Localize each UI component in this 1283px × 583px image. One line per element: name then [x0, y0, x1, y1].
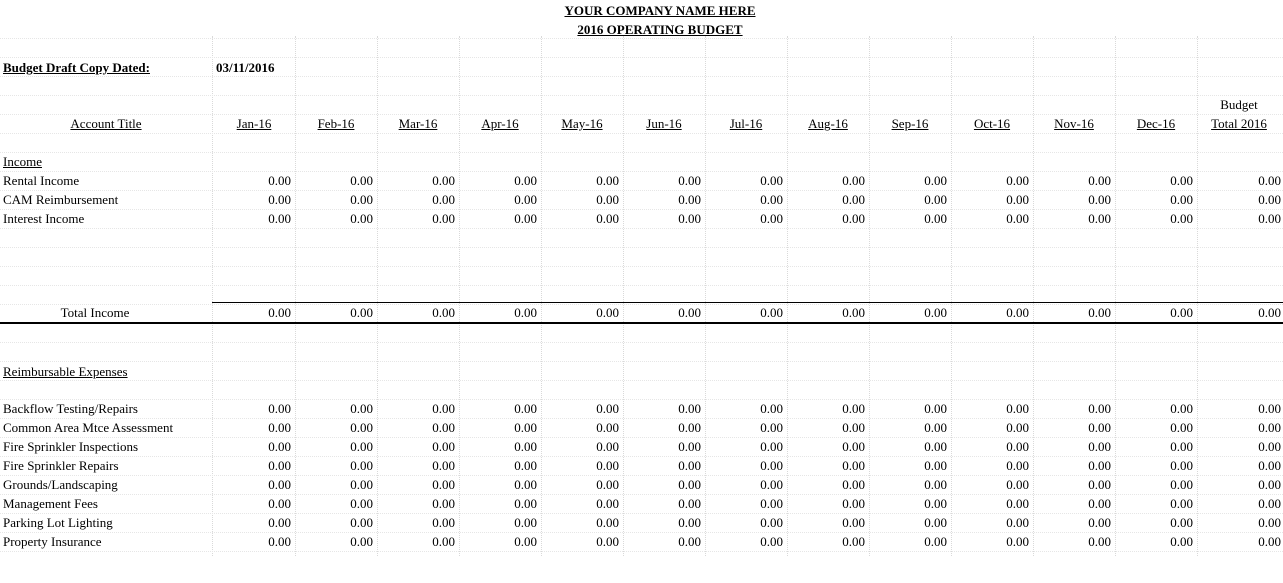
row-value: 0.00	[760, 458, 783, 473]
row-value: 0.00	[678, 305, 701, 320]
row-value: 0.00	[514, 534, 537, 549]
row-value: 0.00	[350, 401, 373, 416]
row-value: 0.00	[678, 439, 701, 454]
row-value: 0.00	[432, 534, 455, 549]
row-value: 0.00	[596, 439, 619, 454]
row-value: 0.00	[1088, 515, 1111, 530]
row-value: 0.00	[1088, 401, 1111, 416]
row-value: 0.00	[842, 192, 865, 207]
row-value: 0.00	[842, 534, 865, 549]
row-value: 0.00	[350, 192, 373, 207]
budget-total-header-line2: Total 2016	[1211, 116, 1267, 131]
row-label: Parking Lot Lighting	[3, 515, 113, 530]
total-income-bottom-rule	[0, 322, 1283, 324]
row-value: 0.00	[1088, 192, 1111, 207]
row-value: 0.00	[1006, 477, 1029, 492]
row-value: 0.00	[924, 439, 947, 454]
row-value: 0.00	[268, 439, 291, 454]
row-value: 0.00	[1088, 211, 1111, 226]
row-value: 0.00	[596, 420, 619, 435]
row-value: 0.00	[1088, 458, 1111, 473]
row-total: 0.00	[1258, 305, 1281, 320]
month-header: Jul-16	[729, 116, 763, 131]
row-total: 0.00	[1258, 401, 1281, 416]
row-value: 0.00	[350, 305, 373, 320]
row-value: 0.00	[760, 192, 783, 207]
row-value: 0.00	[842, 211, 865, 226]
budget-title: 2016 OPERATING BUDGET	[577, 22, 743, 37]
row-value: 0.00	[514, 477, 537, 492]
row-value: 0.00	[1088, 477, 1111, 492]
row-value: 0.00	[842, 420, 865, 435]
row-value: 0.00	[760, 439, 783, 454]
row-value: 0.00	[1088, 439, 1111, 454]
expenses-section-label: Reimbursable Expenses	[3, 364, 128, 379]
month-header: Feb-16	[317, 116, 355, 131]
row-value: 0.00	[432, 305, 455, 320]
row-total: 0.00	[1258, 439, 1281, 454]
row-value: 0.00	[842, 401, 865, 416]
month-header: Mar-16	[398, 116, 438, 131]
row-value: 0.00	[1006, 458, 1029, 473]
row-value: 0.00	[268, 401, 291, 416]
row-value: 0.00	[678, 192, 701, 207]
row-value: 0.00	[432, 173, 455, 188]
row-value: 0.00	[514, 192, 537, 207]
row-value: 0.00	[760, 305, 783, 320]
row-value: 0.00	[432, 515, 455, 530]
row-value: 0.00	[1006, 211, 1029, 226]
month-header: Sep-16	[891, 116, 929, 131]
company-title: YOUR COMPANY NAME HERE	[564, 3, 756, 18]
row-value: 0.00	[1170, 477, 1193, 492]
row-value: 0.00	[514, 420, 537, 435]
row-value: 0.00	[842, 515, 865, 530]
row-label: Grounds/Landscaping	[3, 477, 118, 492]
draft-label: Budget Draft Copy Dated:	[3, 60, 150, 75]
row-value: 0.00	[842, 173, 865, 188]
row-total: 0.00	[1258, 534, 1281, 549]
row-value: 0.00	[678, 515, 701, 530]
row-value: 0.00	[268, 477, 291, 492]
row-value: 0.00	[350, 515, 373, 530]
row-value: 0.00	[1170, 305, 1193, 320]
row-value: 0.00	[924, 192, 947, 207]
row-value: 0.00	[760, 211, 783, 226]
row-value: 0.00	[1170, 458, 1193, 473]
row-label: Property Insurance	[3, 534, 102, 549]
row-label: Interest Income	[3, 211, 85, 226]
row-value: 0.00	[514, 439, 537, 454]
row-value: 0.00	[350, 458, 373, 473]
month-header: May-16	[561, 116, 603, 131]
row-value: 0.00	[596, 211, 619, 226]
row-label: Fire Sprinkler Repairs	[3, 458, 119, 473]
row-value: 0.00	[924, 458, 947, 473]
row-value: 0.00	[596, 192, 619, 207]
row-label: Rental Income	[3, 173, 80, 188]
row-total: 0.00	[1258, 477, 1281, 492]
row-value: 0.00	[514, 515, 537, 530]
row-value: 0.00	[432, 439, 455, 454]
month-header: Oct-16	[973, 116, 1011, 131]
row-value: 0.00	[678, 420, 701, 435]
row-value: 0.00	[760, 173, 783, 188]
row-value: 0.00	[842, 458, 865, 473]
row-value: 0.00	[1006, 192, 1029, 207]
row-value: 0.00	[678, 534, 701, 549]
row-value: 0.00	[1170, 401, 1193, 416]
row-value: 0.00	[924, 515, 947, 530]
row-value: 0.00	[760, 477, 783, 492]
row-value: 0.00	[678, 401, 701, 416]
month-header: Dec-16	[1136, 116, 1176, 131]
row-value: 0.00	[596, 173, 619, 188]
row-total: 0.00	[1258, 458, 1281, 473]
row-value: 0.00	[514, 305, 537, 320]
row-value: 0.00	[514, 173, 537, 188]
row-value: 0.00	[268, 515, 291, 530]
row-value: 0.00	[432, 420, 455, 435]
row-value: 0.00	[514, 458, 537, 473]
row-value: 0.00	[760, 534, 783, 549]
month-header: Nov-16	[1054, 116, 1094, 131]
row-value: 0.00	[596, 458, 619, 473]
row-value: 0.00	[268, 173, 291, 188]
row-value: 0.00	[350, 477, 373, 492]
row-value: 0.00	[268, 192, 291, 207]
month-header: Jan-16	[236, 116, 272, 131]
row-value: 0.00	[1006, 305, 1029, 320]
row-value: 0.00	[1006, 401, 1029, 416]
row-value: 0.00	[514, 211, 537, 226]
row-value: 0.00	[1006, 515, 1029, 530]
row-value: 0.00	[1170, 496, 1193, 511]
row-label: Total Income	[60, 305, 130, 320]
row-value: 0.00	[268, 211, 291, 226]
row-value: 0.00	[432, 496, 455, 511]
row-value: 0.00	[1088, 534, 1111, 549]
account-title-header: Account Title	[70, 116, 142, 131]
row-value: 0.00	[924, 534, 947, 549]
row-value: 0.00	[924, 211, 947, 226]
budget-total-header-line1: Budget	[1220, 97, 1258, 112]
row-value: 0.00	[1170, 439, 1193, 454]
row-value: 0.00	[760, 496, 783, 511]
row-value: 0.00	[760, 401, 783, 416]
row-value: 0.00	[1088, 173, 1111, 188]
row-value: 0.00	[268, 305, 291, 320]
row-value: 0.00	[678, 496, 701, 511]
row-label: Backflow Testing/Repairs	[3, 401, 138, 416]
row-value: 0.00	[924, 305, 947, 320]
row-value: 0.00	[924, 496, 947, 511]
row-value: 0.00	[924, 173, 947, 188]
row-value: 0.00	[350, 420, 373, 435]
row-value: 0.00	[268, 534, 291, 549]
row-value: 0.00	[596, 305, 619, 320]
row-value: 0.00	[596, 496, 619, 511]
row-value: 0.00	[1170, 192, 1193, 207]
row-value: 0.00	[432, 458, 455, 473]
row-value: 0.00	[924, 477, 947, 492]
row-value: 0.00	[924, 420, 947, 435]
row-total: 0.00	[1258, 192, 1281, 207]
row-value: 0.00	[350, 439, 373, 454]
row-value: 0.00	[1088, 496, 1111, 511]
row-value: 0.00	[1006, 534, 1029, 549]
row-value: 0.00	[268, 420, 291, 435]
row-value: 0.00	[268, 458, 291, 473]
row-value: 0.00	[432, 192, 455, 207]
row-value: 0.00	[1170, 173, 1193, 188]
row-value: 0.00	[596, 401, 619, 416]
row-total: 0.00	[1258, 173, 1281, 188]
row-value: 0.00	[678, 211, 701, 226]
row-value: 0.00	[924, 401, 947, 416]
row-total: 0.00	[1258, 211, 1281, 226]
row-value: 0.00	[678, 173, 701, 188]
row-value: 0.00	[268, 496, 291, 511]
row-label: Fire Sprinkler Inspections	[3, 439, 139, 454]
row-value: 0.00	[432, 401, 455, 416]
draft-date: 03/11/2016	[216, 60, 275, 75]
row-value: 0.00	[678, 477, 701, 492]
row-value: 0.00	[1006, 439, 1029, 454]
row-value: 0.00	[1170, 515, 1193, 530]
row-value: 0.00	[1006, 173, 1029, 188]
row-total: 0.00	[1258, 420, 1281, 435]
row-value: 0.00	[842, 477, 865, 492]
row-value: 0.00	[760, 420, 783, 435]
row-total: 0.00	[1258, 515, 1281, 530]
row-value: 0.00	[596, 477, 619, 492]
row-value: 0.00	[350, 496, 373, 511]
row-value: 0.00	[350, 534, 373, 549]
row-value: 0.00	[760, 515, 783, 530]
row-value: 0.00	[596, 534, 619, 549]
row-value: 0.00	[1170, 420, 1193, 435]
row-value: 0.00	[1006, 420, 1029, 435]
row-value: 0.00	[432, 477, 455, 492]
row-value: 0.00	[1170, 211, 1193, 226]
row-total: 0.00	[1258, 496, 1281, 511]
month-header: Aug-16	[808, 116, 848, 131]
row-value: 0.00	[432, 211, 455, 226]
row-value: 0.00	[678, 458, 701, 473]
row-value: 0.00	[842, 305, 865, 320]
month-header: Jun-16	[646, 116, 682, 131]
row-label: Common Area Mtce Assessment	[3, 420, 174, 435]
row-value: 0.00	[842, 439, 865, 454]
income-section-label: Income	[3, 154, 42, 169]
row-value: 0.00	[842, 496, 865, 511]
row-value: 0.00	[514, 496, 537, 511]
row-value: 0.00	[1006, 496, 1029, 511]
row-value: 0.00	[514, 401, 537, 416]
row-label: Management Fees	[3, 496, 98, 511]
row-value: 0.00	[1088, 305, 1111, 320]
row-label: CAM Reimbursement	[3, 192, 119, 207]
month-header: Apr-16	[481, 116, 519, 131]
row-value: 0.00	[1088, 420, 1111, 435]
row-value: 0.00	[1170, 534, 1193, 549]
row-value: 0.00	[350, 211, 373, 226]
row-value: 0.00	[596, 515, 619, 530]
row-value: 0.00	[350, 173, 373, 188]
